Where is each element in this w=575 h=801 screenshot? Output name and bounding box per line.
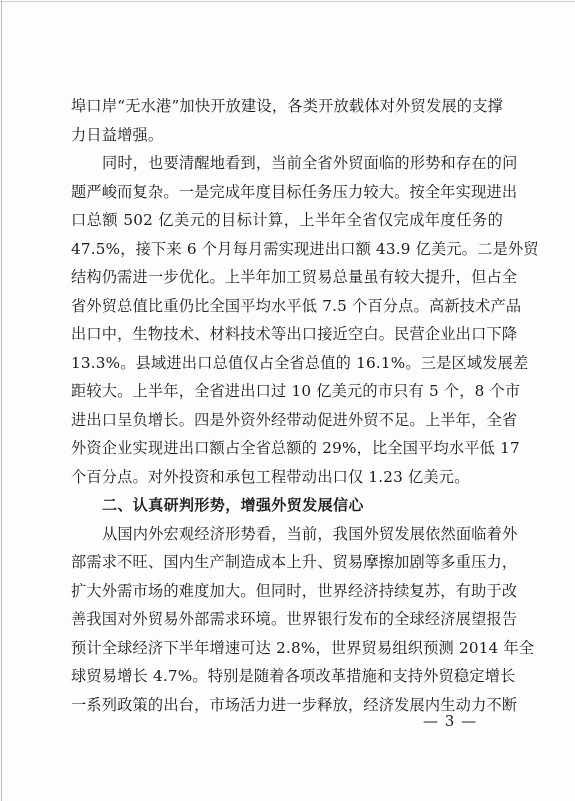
section-heading: 二、认真研判形势，增强外贸发展信心: [102, 496, 364, 514]
page-number: — 3 —: [423, 712, 478, 730]
text-line: 结构仍需进一步优化。上半年加工贸易总量虽有较大提升，但占全: [71, 268, 518, 286]
text-line: 部需求不旺、国内生产制造成本上升、贸易摩擦加剧等多重压力，: [71, 553, 518, 571]
text-line: 个百分点。对外投资和承包工程带动出口仅 1.23 亿美元。: [71, 467, 470, 486]
body-text: [71, 92, 539, 719]
text-line: 一系列政策的出台，市场活力进一步释放，经济发展内生动力不断: [71, 695, 518, 714]
scan-border-top: [0, 1, 575, 2]
text-line: 题严峻而复杂。一是完成年度目标任务压力较大。按全年实现进出: [71, 182, 518, 201]
scan-border-left: [1, 0, 2, 801]
text-line: 扩大外需市场的难度加大。但同时，世界经济持续复苏，有助于改: [71, 581, 518, 600]
text-line: 埠口岸“无水港”加快开放建设，各类开放载体对外贸发展的支撑: [71, 97, 503, 115]
text-line: 47.5%，接下来 6 个月每月需实现进出口额 43.9 亿美元。二是外贸: [71, 239, 539, 258]
text-line: 口总额 502 亿美元的目标计算，上半年全省仅完成年度任务的: [71, 211, 503, 229]
text-line: 球贸易增长 4.7%。特别是随着各项改革措施和支持外贸稳定增长: [71, 667, 516, 685]
text-line: 力日益增强。: [71, 125, 164, 144]
text-line: 同时，也要清醒地看到，当前全省外贸面临的形势和存在的问: [102, 154, 518, 172]
text-line: 距较大。上半年，全省进出口过 10 亿美元的市只有 5 个，8 个市: [71, 382, 521, 400]
text-line: 出口中，生物技术、材料技术等出口接近空白。民营企业出口下降: [71, 325, 518, 343]
text-line: 13.3%。县域进出口总值仅占全省总值的 16.1%。三是区域发展差: [71, 353, 529, 372]
text-line: 外资企业实现进出口额占全省总额的 29%，比全国平均水平低 17: [71, 439, 520, 457]
text-line: 善我国对外贸易外部需求环境。世界银行发布的全球经济展望报告: [71, 610, 518, 628]
text-line: 进出口呈负增长。四是外资外经带动促进外贸不足。上半年，全省: [71, 410, 518, 429]
text-line: 从国内外宏观经济形势看，当前，我国外贸发展依然面临着外: [102, 524, 518, 543]
text-line: 预计全球经济下半年增速可达 2.8%，世界贸易组织预测 2014 年全: [71, 638, 535, 657]
text-line: 省外贸总值比重仍比全国平均水平低 7.5 个百分点。高新技术产品: [71, 296, 522, 315]
